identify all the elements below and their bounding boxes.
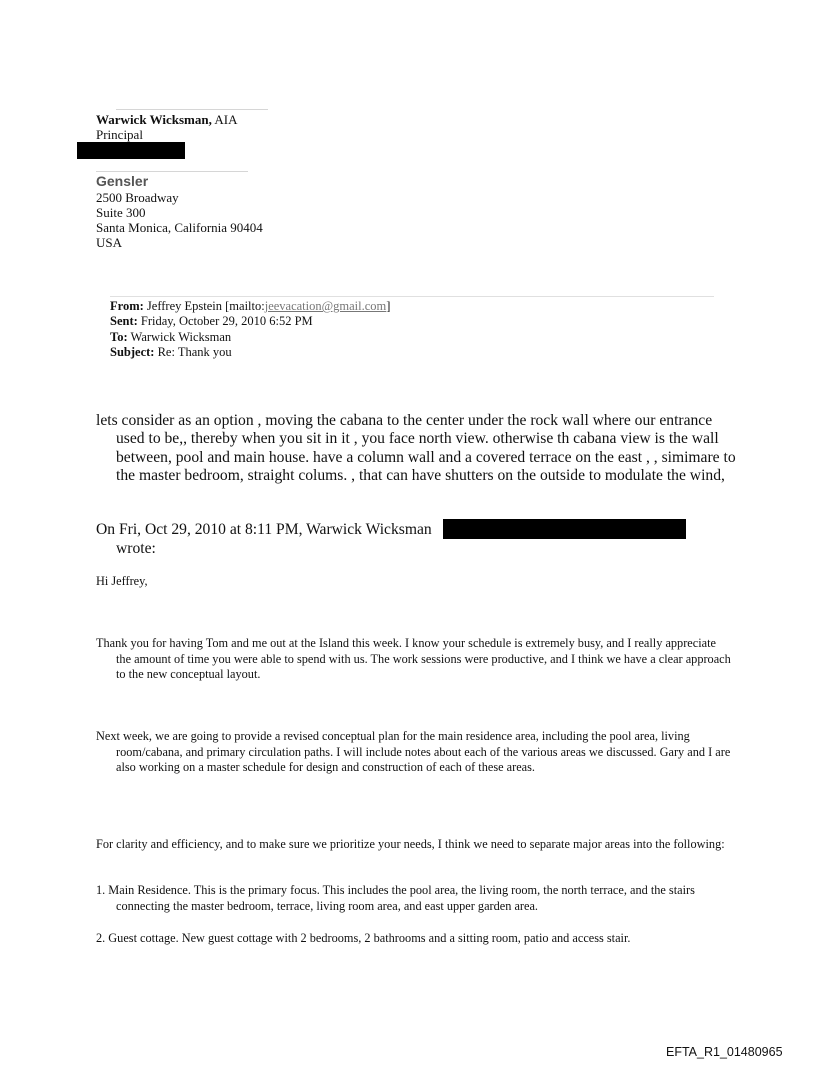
quoted-paragraph: For clarity and efficiency, and to make sure we prioritize your needs, I think we need to separate major areas into the following: [96,837,725,851]
company-name: Gensler [96,173,149,189]
to-line [110,330,730,345]
to-label: To: [110,329,128,344]
from-line [110,299,730,314]
greeting: Hi Jeffrey, [96,574,148,588]
from-label: From: [110,299,144,313]
document-id: EFTA_R1_01480965 [666,1045,783,1059]
quote-intro-text: On Fri, Oct 29, 2010 at 8:11 PM, Warwick Wicksman [96,521,432,538]
to-value: Warwick Wicksman [130,329,232,344]
signature-name: Warwick Wicksman, [96,112,212,127]
redaction-box [77,142,185,159]
from-email-link[interactable]: jeevacation@gmail.com [264,299,387,313]
signature-title: Principal [96,127,143,142]
subject-value: Re: Thank you [157,345,232,360]
quote-wrote: wrote: [116,540,156,557]
address-line: 2500 Broadway [96,190,179,205]
from-close: ] [386,299,391,313]
quoted-paragraph: Thank you for having Tom and me out at the Island this week. I know your schedule is extremely busy, and I really appreciate the amount of time you were able to spend with us. The work sessions were productive, and I think we have a clear approach to the new conceptual layout. [96,636,731,682]
email-header [110,299,730,361]
sent-line [110,314,730,329]
signature-mid-rule [96,171,248,172]
email-header-rule [110,296,714,297]
address-line: Santa Monica, California 90404 [96,220,263,235]
signature-credential: AIA [214,112,238,127]
list-item: 1. Main Residence. This is the primary focus. This includes the pool area, the living room, the north terrace, and the stairs connecting the master bedroom, terrace, living room area, and east upper garden area. [96,883,695,913]
signature-top-rule [116,109,268,110]
subject-line [110,345,730,360]
from-value: Jeffrey Epstein [mailto: [146,299,265,313]
subject-label: Subject: [110,345,155,360]
sent-value: Friday, October 29, 2010 6:52 PM [140,314,313,329]
quoted-paragraph: Next week, we are going to provide a revised conceptual plan for the main residence area, including the pool area, living room/cabana, and primary circulation paths. I will include notes about each of the various areas we discussed. Gary and I are also working on a master schedule for design and construction of each of these areas. [96,729,731,775]
reply-body: lets consider as an option , moving the cabana to the center under the rock wall where our entrance used to be,, thereby when you sit in it , you face north view. otherwise th cabana view is the wall between, pool and main house. have a column wall and a covered terrace on the east , , simimare to the master bedroom, straight colums. , that can have shutters on the outside to modulate the wind, [96,412,736,485]
address-line: Suite 300 [96,205,146,220]
list-item: 2. Guest cottage. New guest cottage with 2 bedrooms, 2 bathrooms and a sitting room, patio and access stair. [96,931,631,945]
signature-name-line [96,112,237,127]
sent-label: Sent: [110,314,138,329]
redaction-box [443,519,686,539]
address-line: USA [96,235,123,250]
